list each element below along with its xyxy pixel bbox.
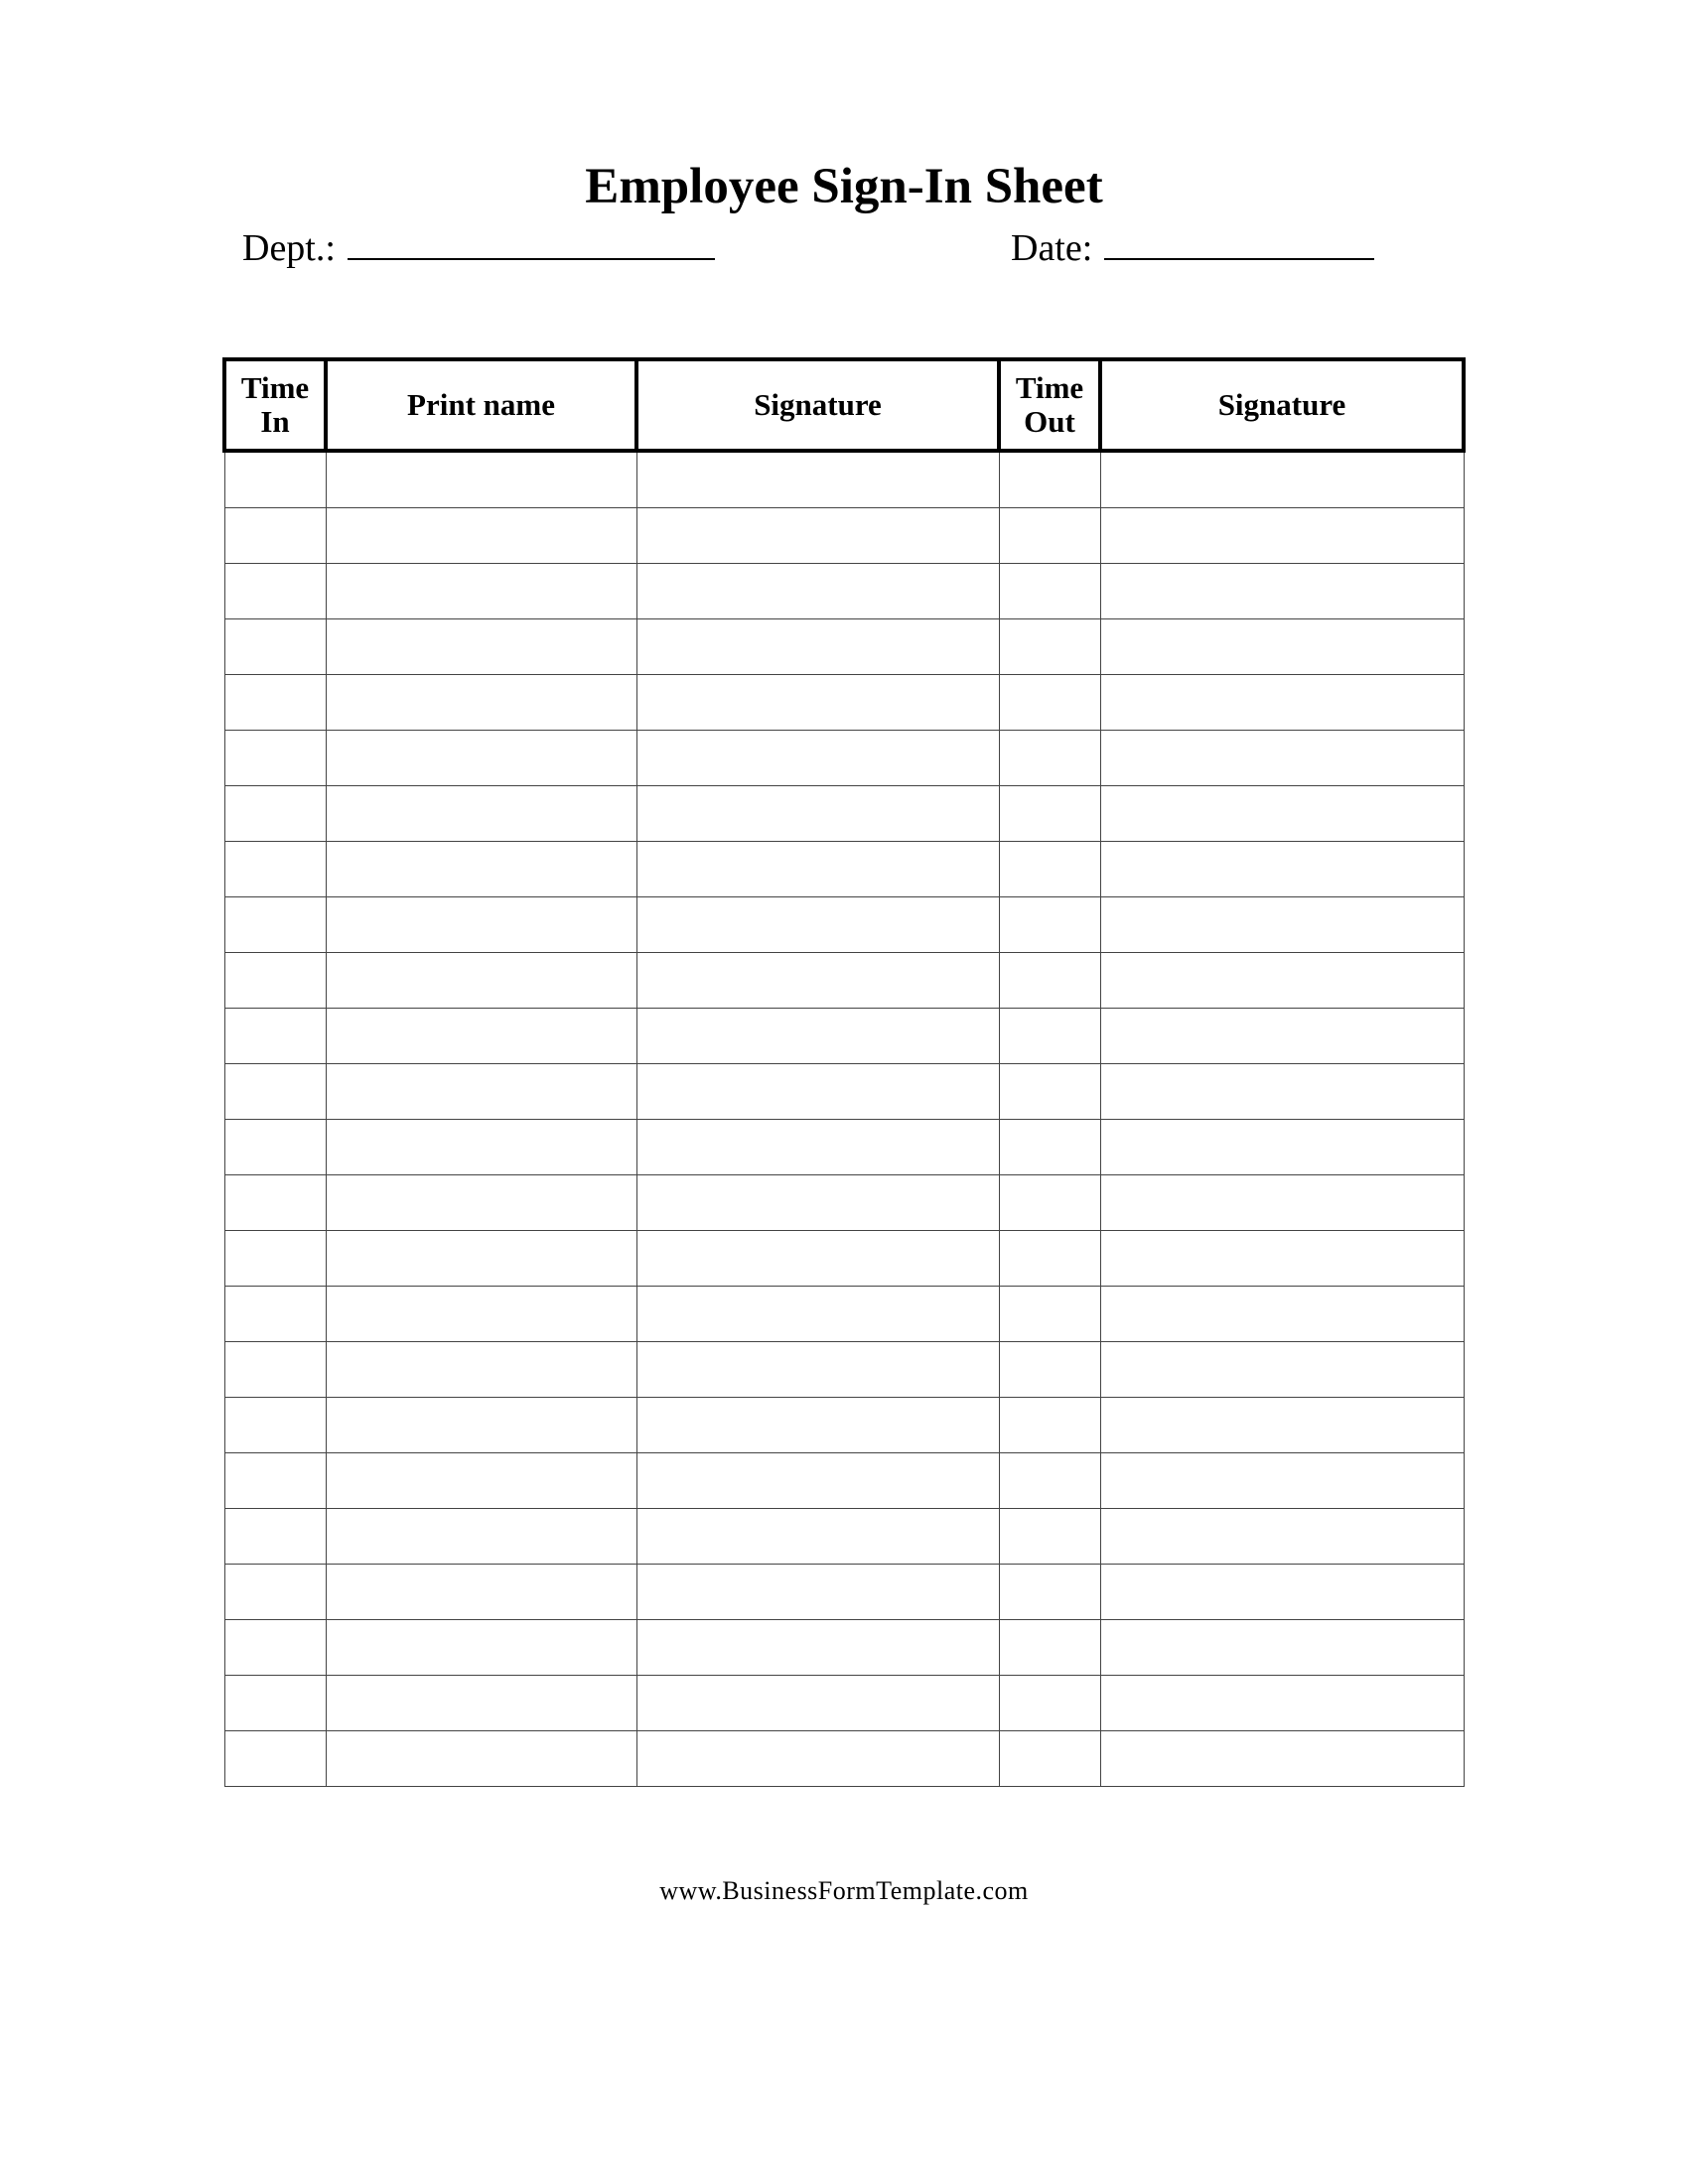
- print-name-cell[interactable]: [326, 675, 636, 731]
- time-out-cell[interactable]: [999, 451, 1100, 508]
- print-name-cell[interactable]: [326, 1231, 636, 1287]
- signature-in-cell[interactable]: [636, 1398, 999, 1453]
- header-print-name-label: Print name: [407, 387, 555, 422]
- time-in-cell[interactable]: [224, 1620, 326, 1676]
- table-row: [224, 1453, 1464, 1509]
- print-name-cell[interactable]: [326, 731, 636, 786]
- time-in-cell[interactable]: [224, 1509, 326, 1565]
- signature-in-cell[interactable]: [636, 675, 999, 731]
- signature-in-cell[interactable]: [636, 508, 999, 564]
- signature-out-cell[interactable]: [1100, 1620, 1464, 1676]
- signature-out-cell[interactable]: [1100, 842, 1464, 897]
- print-name-cell[interactable]: [326, 1620, 636, 1676]
- table-row: [224, 619, 1464, 675]
- time-in-cell[interactable]: [224, 786, 326, 842]
- time-out-cell[interactable]: [999, 1620, 1100, 1676]
- signature-in-cell[interactable]: [636, 1231, 999, 1287]
- table-row: [224, 731, 1464, 786]
- table-row: [224, 1676, 1464, 1731]
- table-row: [224, 1565, 1464, 1620]
- time-out-cell[interactable]: [999, 1231, 1100, 1287]
- date-label: Date:: [1011, 227, 1093, 269]
- time-in-cell[interactable]: [224, 842, 326, 897]
- print-name-cell[interactable]: [326, 508, 636, 564]
- time-out-cell[interactable]: [999, 1287, 1100, 1342]
- time-out-cell[interactable]: [999, 731, 1100, 786]
- signature-out-cell[interactable]: [1100, 1175, 1464, 1231]
- signature-out-cell[interactable]: [1100, 1009, 1464, 1064]
- print-name-cell[interactable]: [326, 1009, 636, 1064]
- time-in-cell[interactable]: [224, 675, 326, 731]
- time-out-cell[interactable]: [999, 508, 1100, 564]
- signature-in-cell[interactable]: [636, 564, 999, 619]
- print-name-cell[interactable]: [326, 1509, 636, 1565]
- time-out-cell[interactable]: [999, 1120, 1100, 1175]
- print-name-cell[interactable]: [326, 1398, 636, 1453]
- header-time-in-line2: In: [260, 404, 290, 439]
- time-in-cell[interactable]: [224, 1175, 326, 1231]
- print-name-cell[interactable]: [326, 1342, 636, 1398]
- print-name-cell[interactable]: [326, 1175, 636, 1231]
- signature-in-cell[interactable]: [636, 1009, 999, 1064]
- print-name-cell[interactable]: [326, 451, 636, 508]
- table-row: [224, 1620, 1464, 1676]
- time-in-cell[interactable]: [224, 1565, 326, 1620]
- time-out-cell[interactable]: [999, 1453, 1100, 1509]
- print-name-cell[interactable]: [326, 786, 636, 842]
- header-row: [224, 359, 1464, 451]
- dept-field: [242, 223, 715, 273]
- signature-out-cell[interactable]: [1100, 1453, 1464, 1509]
- time-out-cell[interactable]: [999, 1731, 1100, 1787]
- footer-url: www.BusinessFormTemplate.com: [659, 1876, 1029, 1905]
- dept-blank-line[interactable]: [348, 224, 715, 260]
- signature-out-cell[interactable]: [1100, 1342, 1464, 1398]
- signature-in-cell[interactable]: [636, 1064, 999, 1120]
- date-blank-line[interactable]: [1104, 224, 1374, 260]
- time-out-cell[interactable]: [999, 786, 1100, 842]
- signature-in-cell[interactable]: [636, 1287, 999, 1342]
- time-in-cell[interactable]: [224, 1453, 326, 1509]
- signature-out-cell[interactable]: [1100, 1731, 1464, 1787]
- time-out-cell[interactable]: [999, 1676, 1100, 1731]
- signin-table: [222, 357, 1466, 1787]
- table-row: [224, 1120, 1464, 1175]
- header-time-in-line1: Time: [240, 370, 310, 405]
- table-row: [224, 842, 1464, 897]
- header-signature-in: [636, 359, 999, 451]
- print-name-cell[interactable]: [326, 619, 636, 675]
- print-name-cell[interactable]: [326, 1565, 636, 1620]
- signature-in-cell[interactable]: [636, 1453, 999, 1509]
- print-name-cell[interactable]: [326, 1120, 636, 1175]
- signature-in-cell[interactable]: [636, 1731, 999, 1787]
- time-out-cell[interactable]: [999, 1509, 1100, 1565]
- signature-out-cell[interactable]: [1100, 1120, 1464, 1175]
- header-time-out-line2: Out: [1024, 404, 1075, 439]
- header-print-name: [326, 359, 636, 451]
- time-out-cell[interactable]: [999, 1342, 1100, 1398]
- time-in-cell[interactable]: [224, 619, 326, 675]
- table-row: [224, 1231, 1464, 1287]
- table-row: [224, 564, 1464, 619]
- time-out-cell[interactable]: [999, 1398, 1100, 1453]
- time-out-cell[interactable]: [999, 897, 1100, 953]
- time-out-cell[interactable]: [999, 1565, 1100, 1620]
- time-out-cell[interactable]: [999, 564, 1100, 619]
- table-row: [224, 953, 1464, 1009]
- signature-out-cell[interactable]: [1100, 1064, 1464, 1120]
- signature-out-cell[interactable]: [1100, 619, 1464, 675]
- signature-out-cell[interactable]: [1100, 675, 1464, 731]
- table-row: [224, 1342, 1464, 1398]
- time-in-cell[interactable]: [224, 1009, 326, 1064]
- signature-in-cell[interactable]: [636, 731, 999, 786]
- header-signature-out-label: Signature: [1217, 387, 1346, 422]
- signature-in-cell[interactable]: [636, 1620, 999, 1676]
- print-name-cell[interactable]: [326, 897, 636, 953]
- signature-out-cell[interactable]: [1100, 1565, 1464, 1620]
- signature-in-cell[interactable]: [636, 1175, 999, 1231]
- signature-out-cell[interactable]: [1100, 953, 1464, 1009]
- signature-out-cell[interactable]: [1100, 1287, 1464, 1342]
- table-row: [224, 675, 1464, 731]
- print-name-cell[interactable]: [326, 1731, 636, 1787]
- print-name-cell[interactable]: [326, 1676, 636, 1731]
- time-out-cell[interactable]: [999, 1009, 1100, 1064]
- time-in-cell[interactable]: [224, 1120, 326, 1175]
- signature-out-cell[interactable]: [1100, 897, 1464, 953]
- time-in-cell[interactable]: [224, 1064, 326, 1120]
- table-body: [224, 451, 1464, 1787]
- signature-out-cell[interactable]: [1100, 451, 1464, 508]
- print-name-cell[interactable]: [326, 1064, 636, 1120]
- signature-in-cell[interactable]: [636, 1676, 999, 1731]
- signature-out-cell[interactable]: [1100, 564, 1464, 619]
- signature-in-cell[interactable]: [636, 786, 999, 842]
- header-signature-out: [1100, 359, 1464, 451]
- table-row: [224, 1175, 1464, 1231]
- header-time-out: [999, 359, 1100, 451]
- signature-in-cell[interactable]: [636, 619, 999, 675]
- table-row: [224, 786, 1464, 842]
- time-out-cell[interactable]: [999, 1175, 1100, 1231]
- time-out-cell[interactable]: [999, 1064, 1100, 1120]
- signature-out-cell[interactable]: [1100, 1509, 1464, 1565]
- signature-in-cell[interactable]: [636, 953, 999, 1009]
- table-row: [224, 1398, 1464, 1453]
- signature-out-cell[interactable]: [1100, 786, 1464, 842]
- time-in-cell[interactable]: [224, 731, 326, 786]
- time-out-cell[interactable]: [999, 842, 1100, 897]
- table-row: [224, 897, 1464, 953]
- header-time-in: [224, 359, 326, 451]
- print-name-cell[interactable]: [326, 953, 636, 1009]
- time-in-cell[interactable]: [224, 953, 326, 1009]
- signature-out-cell[interactable]: [1100, 508, 1464, 564]
- time-in-cell[interactable]: [224, 1398, 326, 1453]
- time-in-cell[interactable]: [224, 1676, 326, 1731]
- table-row: [224, 1509, 1464, 1565]
- page-title: Employee Sign-In Sheet: [585, 159, 1103, 214]
- date-field: [1011, 223, 1374, 273]
- signature-in-cell[interactable]: [636, 1342, 999, 1398]
- signature-in-cell[interactable]: [636, 1120, 999, 1175]
- time-in-cell[interactable]: [224, 1287, 326, 1342]
- header-time-out-line1: Time: [1015, 370, 1084, 405]
- time-out-cell[interactable]: [999, 619, 1100, 675]
- print-name-cell[interactable]: [326, 1453, 636, 1509]
- signature-in-cell[interactable]: [636, 1509, 999, 1565]
- header-signature-in-label: Signature: [754, 387, 882, 422]
- time-out-cell[interactable]: [999, 675, 1100, 731]
- signature-in-cell[interactable]: [636, 1565, 999, 1620]
- time-in-cell[interactable]: [224, 1731, 326, 1787]
- signature-in-cell[interactable]: [636, 842, 999, 897]
- table-row: [224, 1731, 1464, 1787]
- signature-out-cell[interactable]: [1100, 1398, 1464, 1453]
- table-row: [224, 1064, 1464, 1120]
- time-in-cell[interactable]: [224, 897, 326, 953]
- table-row: [224, 1287, 1464, 1342]
- print-name-cell[interactable]: [326, 564, 636, 619]
- signature-out-cell[interactable]: [1100, 731, 1464, 786]
- signature-in-cell[interactable]: [636, 451, 999, 508]
- time-in-cell[interactable]: [224, 1231, 326, 1287]
- table-row: [224, 1009, 1464, 1064]
- signature-out-cell[interactable]: [1100, 1231, 1464, 1287]
- dept-label: Dept.:: [242, 227, 336, 269]
- time-in-cell[interactable]: [224, 451, 326, 508]
- time-in-cell[interactable]: [224, 1342, 326, 1398]
- table-row: [224, 451, 1464, 508]
- signature-out-cell[interactable]: [1100, 1676, 1464, 1731]
- time-in-cell[interactable]: [224, 564, 326, 619]
- signature-in-cell[interactable]: [636, 897, 999, 953]
- print-name-cell[interactable]: [326, 1287, 636, 1342]
- table-row: [224, 508, 1464, 564]
- time-out-cell[interactable]: [999, 953, 1100, 1009]
- time-in-cell[interactable]: [224, 508, 326, 564]
- print-name-cell[interactable]: [326, 842, 636, 897]
